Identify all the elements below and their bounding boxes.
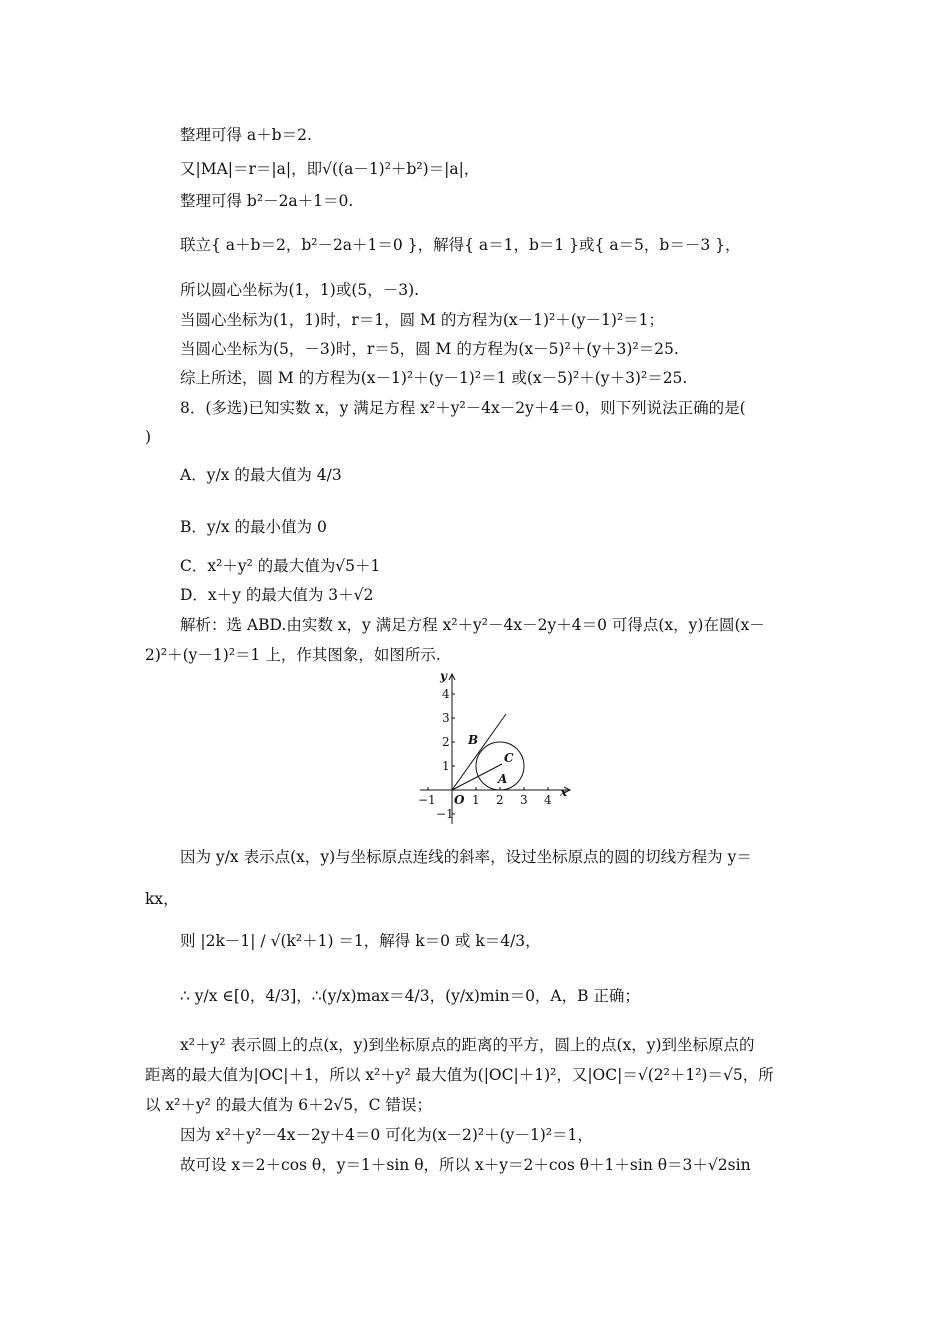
point-a-label: A: [498, 772, 508, 786]
solution-line-2: 2)²＋(y－1)²＝1 上，作其图象，如图所示.: [145, 646, 441, 664]
question-8-paren: ): [145, 428, 152, 446]
text-line-8: 综上所述，圆 M 的方程为(x－1)²＋(y－1)²＝1 或(x－5)²＋(y＋3)²＝25.: [180, 369, 688, 387]
solution-line-3: 因为 y/x 表示点(x，y)与坐标原点连线的斜率，设过坐标原点的圆的切线方程为 y＝: [180, 848, 752, 866]
text-line-6: 当圆心坐标为(1，1)时，r＝1，圆 M 的方程为(x－1)²＋(y－1)²＝1；: [180, 311, 665, 329]
solution-line-5: 则 |2k－1| / √(k²＋1) ＝1，解得 k＝0 或 k＝4/3，: [180, 932, 541, 950]
solution-line-9: 以 x²＋y² 的最大值为 6＋2√5，C 错误；: [145, 1096, 432, 1114]
circle-graph-svg: [410, 668, 585, 830]
solution-line-4: kx，: [145, 890, 179, 908]
solution-line-1: 解析：选 ABD.由实数 x，y 满足方程 x²＋y²－4x－2y＋4＝0 可得点(x，y)在圆(x－: [180, 616, 765, 634]
y-tick-label: 1: [442, 759, 450, 773]
point-b-label: B: [468, 733, 479, 747]
text-line-1: 整理可得 a＋b＝2.: [180, 126, 312, 144]
text-line-5: 所以圆心坐标为(1，1)或(5，－3).: [180, 281, 420, 299]
question-8-stem: 8．(多选)已知实数 x，y 满足方程 x²＋y²－4x－2y＋4＝0，则下列说法正确的是(: [180, 399, 746, 417]
option-b: B．y/x 的最小值为 0: [180, 518, 327, 536]
text-line-7: 当圆心坐标为(5，－3)时，r＝5，圆 M 的方程为(x－5)²＋(y＋3)²＝25.: [180, 340, 679, 358]
solution-line-11: 故可设 x＝2＋cos θ，y＝1＋sin θ，所以 x＋y＝2＋cos θ＋1＋sin θ＝3＋√2sin: [180, 1156, 751, 1174]
y-axis-label: y: [440, 669, 447, 683]
solution-line-8: 距离的最大值为|OC|＋1，所以 x²＋y² 最大值为(|OC|＋1)²，又|OC|＝√(2²＋1²)＝√5，所: [145, 1066, 774, 1084]
text-line-2: 又|MA|＝r＝|a|，即√((a－1)²＋b²)＝|a|，: [180, 160, 480, 178]
x-tick-label: 2: [496, 793, 504, 807]
y-tick-label: −1: [436, 807, 454, 821]
solution-line-10: 因为 x²＋y²－4x－2y＋4＝0 可化为(x－2)²＋(y－1)²＝1，: [180, 1126, 593, 1144]
option-c: C．x²＋y² 的最大值为√5＋1: [180, 557, 381, 575]
origin-label: O: [454, 793, 465, 807]
x-tick-label: 3: [520, 793, 528, 807]
y-tick-label: 2: [442, 735, 450, 749]
text-line-3: 整理可得 b²－2a＋1＝0.: [180, 192, 354, 210]
solution-line-6: ∴ y/x ∈[0，4/3]，∴(y/x)max＝4/3，(y/x)min＝0，A，B 正确；: [180, 987, 640, 1005]
option-a: A．y/x 的最大值为 4/3: [180, 466, 342, 484]
solution-line-7: x²＋y² 表示圆上的点(x，y)到坐标原点的距离的平方，圆上的点(x，y)到坐标原点的: [180, 1036, 755, 1054]
line-oc: [452, 764, 502, 790]
y-tick-label: 4: [442, 687, 450, 701]
option-d: D．x＋y 的最大值为 3＋√2: [180, 586, 374, 604]
circle-graph-figure: [410, 668, 585, 830]
point-c-label: C: [504, 751, 514, 765]
x-tick-label: 4: [544, 793, 552, 807]
x-axis-label: x: [560, 785, 568, 799]
y-tick-label: 3: [442, 711, 450, 725]
system-of-equations-line: 联立{ a＋b＝2，b²－2a＋1＝0 }，解得{ a＝1，b＝1 }或{ a＝5，b＝－3 }，: [180, 236, 741, 254]
x-tick-label: 1: [472, 793, 480, 807]
x-tick-label: −1: [418, 793, 436, 807]
